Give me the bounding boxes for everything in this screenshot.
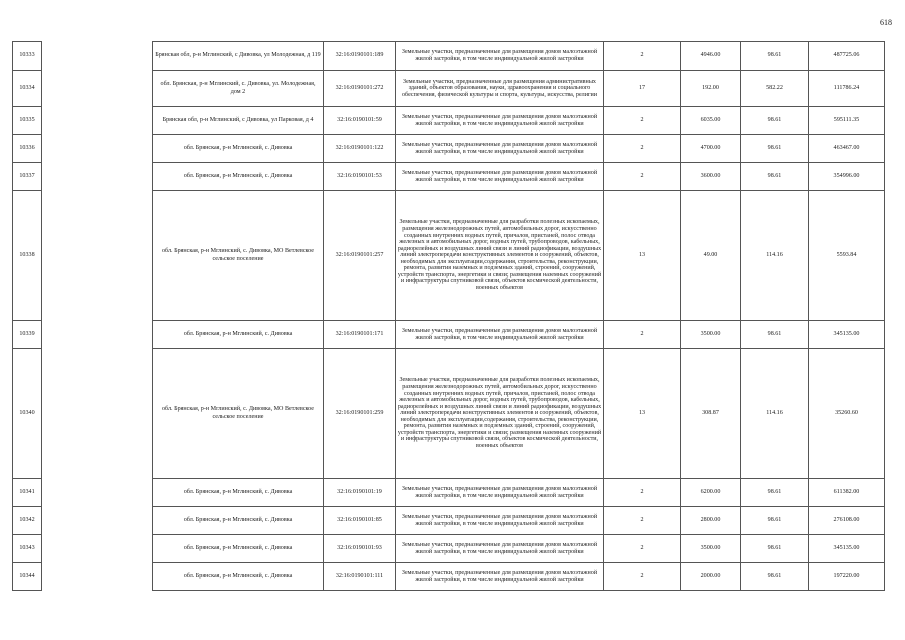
group-cell: 13 [604, 191, 681, 321]
cadastral-value-cell: 276108.00 [809, 507, 885, 535]
rate-cell: 98.61 [741, 535, 809, 563]
cadastral-number-cell: 32:16:0190101:85 [324, 507, 396, 535]
land-purpose-cell: Земельные участки, предназначенные для размещения домов малоэтажной жилой застройки, в том числе индивидуальной жилой застройки [396, 135, 604, 163]
cadastral-value-cell: 35260.60 [809, 349, 885, 479]
land-purpose-cell: Земельные участки, предназначенные для размещения домов малоэтажной жилой застройки, в том числе индивидуальной жилой застройки [396, 479, 604, 507]
table-row [13, 507, 885, 535]
land-purpose-cell: Земельные участки, предназначенные для размещения домов малоэтажной жилой застройки, в том числе индивидуальной жилой застройки [396, 321, 604, 349]
blank-cell [42, 349, 153, 479]
land-purpose-cell: Земельные участки, предназначенные для размещения домов малоэтажной жилой застройки, в том числе индивидуальной жилой застройки [396, 535, 604, 563]
group-cell: 13 [604, 349, 681, 479]
cadastral-value-cell: 5593.84 [809, 191, 885, 321]
area-cell: 4700.00 [681, 135, 741, 163]
table-row [13, 163, 885, 191]
land-purpose-cell: Земельные участки, предназначенные для размещения домов малоэтажной жилой застройки, в том числе индивидуальной жилой застройки [396, 107, 604, 135]
cadastral-value-cell: 197220.00 [809, 563, 885, 591]
group-cell: 2 [604, 107, 681, 135]
rate-cell: 114.16 [741, 349, 809, 479]
table-body [13, 42, 885, 591]
blank-cell [42, 507, 153, 535]
area-cell: 4946.00 [681, 42, 741, 71]
cadastral-value-cell: 111786.24 [809, 71, 885, 107]
area-cell: 3600.00 [681, 163, 741, 191]
rate-cell: 98.61 [741, 42, 809, 71]
address-cell: Брянская обл, р-н Мглинский, с Дивовка, ул Молодежная, д 119 [153, 42, 324, 71]
rate-cell: 98.61 [741, 321, 809, 349]
group-cell: 2 [604, 163, 681, 191]
cadastral-value-cell: 595111.35 [809, 107, 885, 135]
blank-cell [42, 163, 153, 191]
row-id: 10336 [13, 135, 42, 163]
cadastral-table-wrapper [12, 41, 885, 591]
table-row [13, 349, 885, 479]
table-row [13, 563, 885, 591]
blank-cell [42, 107, 153, 135]
cadastral-number-cell: 32:16:0190101:122 [324, 135, 396, 163]
land-purpose-cell: Земельные участки, предназначенные для размещения административных зданий, объектов образования, науки, здравоохранения и социального обеспечения, физической культуры и спорта, культуры, искусства, религии [396, 71, 604, 107]
cadastral-value-cell: 487725.06 [809, 42, 885, 71]
cadastral-value-cell: 354996.00 [809, 163, 885, 191]
address-cell: обл. Брянская, р-н Мглинский, с. Дивовка, МО Ветлевское сельское поселение [153, 191, 324, 321]
cadastral-number-cell: 32:16:0190101:53 [324, 163, 396, 191]
land-purpose-cell: Земельные участки, предназначенные для размещения домов малоэтажной жилой застройки, в том числе индивидуальной жилой застройки [396, 42, 604, 71]
land-purpose-cell: Земельные участки, предназначенные для размещения домов малоэтажной жилой застройки, в том числе индивидуальной жилой застройки [396, 163, 604, 191]
blank-cell [42, 71, 153, 107]
blank-cell [42, 191, 153, 321]
address-cell: обл. Брянская, р-н Мглинский, с. Дивовка [153, 563, 324, 591]
area-cell: 2800.00 [681, 507, 741, 535]
row-id: 10337 [13, 163, 42, 191]
page-number: 618 [880, 18, 892, 27]
row-id: 10340 [13, 349, 42, 479]
cadastral-value-cell: 611382.00 [809, 479, 885, 507]
row-id: 10342 [13, 507, 42, 535]
row-id: 10343 [13, 535, 42, 563]
table-row [13, 535, 885, 563]
cadastral-value-cell: 345135.00 [809, 321, 885, 349]
area-cell: 6035.00 [681, 107, 741, 135]
blank-cell [42, 135, 153, 163]
area-cell: 2000.00 [681, 563, 741, 591]
address-cell: обл. Брянская, р-н Мглинский, с. Дивовка [153, 507, 324, 535]
group-cell: 2 [604, 507, 681, 535]
rate-cell: 114.16 [741, 191, 809, 321]
row-id: 10339 [13, 321, 42, 349]
group-cell: 2 [604, 135, 681, 163]
address-cell: обл. Брянская, р-н Мглинский, с. Дивовка [153, 479, 324, 507]
blank-cell [42, 479, 153, 507]
table-row [13, 479, 885, 507]
land-purpose-cell: Земельные участки, предназначенные для размещения домов малоэтажной жилой застройки, в том числе индивидуальной жилой застройки [396, 563, 604, 591]
cadastral-number-cell: 32:16:0190101:19 [324, 479, 396, 507]
land-purpose-cell: Земельные участки, предназначенные для размещения домов малоэтажной жилой застройки, в том числе индивидуальной жилой застройки [396, 507, 604, 535]
rate-cell: 98.61 [741, 507, 809, 535]
rate-cell: 98.61 [741, 163, 809, 191]
group-cell: 2 [604, 563, 681, 591]
rate-cell: 98.61 [741, 107, 809, 135]
group-cell: 2 [604, 479, 681, 507]
cadastral-value-cell: 345135.00 [809, 535, 885, 563]
address-cell: обл. Брянская, р-н Мглинский, с. Дивовка, ул. Молодежная, дом 2 [153, 71, 324, 107]
address-cell: обл. Брянская, р-н Мглинский, с. Дивовка [153, 535, 324, 563]
table-row [13, 321, 885, 349]
rate-cell: 582.22 [741, 71, 809, 107]
land-purpose-cell: Земельные участки, предназначенные для разработки полезных ископаемых, размещения железнодорожных путей, автомобильных дорог, искусственно созданных внутренних водных путей, причалов, пристаней, полос отвода железных и автомобильных дорог, водных путей, трубопроводов, кабельных, радиорелейных и воздушных линий связи и линий радиофикации, воздушных линий электропередачи конструктивных элементов и сооружений, объектов, необходимых для эксплуатации,содержания, строительства, реконструкции, ремонта, развития наземных и подземных зданий, строений, сооружений, устройств транспорта, энергетики и связи; размещения наземных сооружений и инфраструктуры спутниковой связи, объектов космической деятельности, военных объектов [396, 191, 604, 321]
cadastral-value-table [12, 41, 885, 591]
row-id: 10341 [13, 479, 42, 507]
cadastral-number-cell: 32:16:0190101:259 [324, 349, 396, 479]
cadastral-number-cell: 32:16:0190101:93 [324, 535, 396, 563]
group-cell: 2 [604, 42, 681, 71]
blank-cell [42, 535, 153, 563]
cadastral-number-cell: 32:16:0190101:257 [324, 191, 396, 321]
cadastral-number-cell: 32:16:0190101:59 [324, 107, 396, 135]
area-cell: 192.00 [681, 71, 741, 107]
area-cell: 3500.00 [681, 321, 741, 349]
table-row [13, 42, 885, 71]
cadastral-number-cell: 32:16:0190101:272 [324, 71, 396, 107]
cadastral-number-cell: 32:16:0190101:189 [324, 42, 396, 71]
group-cell: 17 [604, 71, 681, 107]
address-cell: обл. Брянская, р-н Мглинский, с. Дивовка, МО Ветлевское сельское поселение [153, 349, 324, 479]
row-id: 10335 [13, 107, 42, 135]
area-cell: 3500.00 [681, 535, 741, 563]
row-id: 10344 [13, 563, 42, 591]
group-cell: 2 [604, 321, 681, 349]
address-cell: Брянская обл, р-н Мглинский, с Дивовка, ул Парковая, д 4 [153, 107, 324, 135]
area-cell: 6200.00 [681, 479, 741, 507]
cadastral-value-cell: 463467.00 [809, 135, 885, 163]
area-cell: 308.87 [681, 349, 741, 479]
blank-cell [42, 42, 153, 71]
cadastral-number-cell: 32:16:0190101:171 [324, 321, 396, 349]
land-purpose-cell: Земельные участки, предназначенные для разработки полезных ископаемых, размещения железнодорожных путей, автомобильных дорог, искусственно созданных внутренних водных путей, причалов, пристаней, полос отвода железных и автомобильных дорог, водных путей, трубопроводов, кабельных, радиорелейных и воздушных линий связи и линий радиофикации, воздушных линий электропередачи конструктивных элементов и сооружений, объектов, необходимых для эксплуатации,содержания, строительства, реконструкции, ремонта, развития наземных и подземных зданий, строений, сооружений, устройств транспорта, энергетики и связи; размещения наземных сооружений и инфраструктуры спутниковой связи, объектов космической деятельности, военных объектов [396, 349, 604, 479]
rate-cell: 98.61 [741, 135, 809, 163]
address-cell: обл. Брянская, р-н Мглинский, с. Дивовка [153, 135, 324, 163]
blank-cell [42, 321, 153, 349]
group-cell: 2 [604, 535, 681, 563]
row-id: 10334 [13, 71, 42, 107]
rate-cell: 98.61 [741, 479, 809, 507]
area-cell: 49.00 [681, 191, 741, 321]
table-row [13, 107, 885, 135]
blank-cell [42, 563, 153, 591]
table-row [13, 191, 885, 321]
table-row [13, 71, 885, 107]
row-id: 10338 [13, 191, 42, 321]
cadastral-number-cell: 32:16:0190101:111 [324, 563, 396, 591]
table-row [13, 135, 885, 163]
address-cell: обл. Брянская, р-н Мглинский, с. Дивовка [153, 321, 324, 349]
address-cell: обл. Брянская, р-н Мглинский, с. Дивовка [153, 163, 324, 191]
row-id: 10333 [13, 42, 42, 71]
rate-cell: 98.61 [741, 563, 809, 591]
